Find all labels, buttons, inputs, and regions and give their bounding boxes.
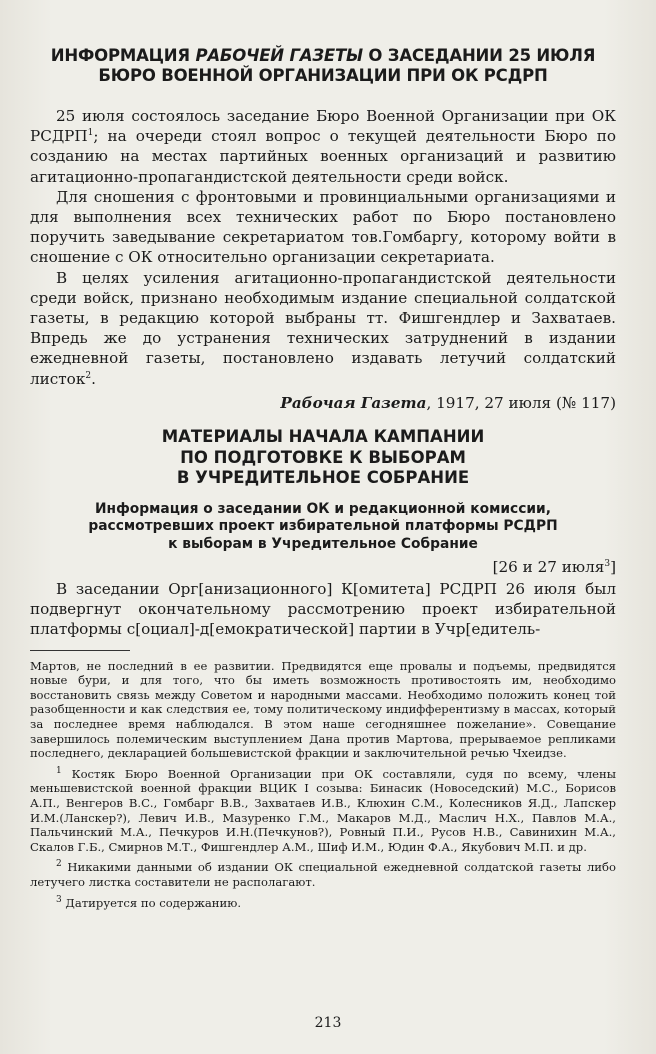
footnote-separator [30, 650, 130, 651]
paragraph-4: В заседании Орг[анизационного] К[омитета] РСДРП 26 июля был подвергнут окончательному рассмотрению проект избирательной платформы с[оциал]-д[емократической] партии в Учр[едитель- [30, 580, 616, 639]
footnote-2-text: Никакими данными об издании ОК специальной ежедневной солдатской газеты либо летучего листка составители не располагают. [30, 860, 616, 889]
date-text: [26 и 27 июля [492, 558, 605, 577]
footnote-continuation: Мартов, не последний в ее развитии. Предвидятся еще провалы и подъемы, предвидятся новые бури, и для того, что бы иметь возможность противостоять им, необходимо восстановить связь между Советом и народными массами. Необходимо положить конец той разобщенности и как следствия ее, тому политическому индифферентизму в массах, который за последнее время наблюдался. В этом наше сегодняшнее пожелание». Совещание завершилось полемическим выступлением Дана против Мартова, прерываемое репликами последнего, декларацией большевистской фракции и заключительной речью Чхеидзе. [30, 658, 616, 761]
section-heading [30, 427, 616, 489]
footnote-ref-3: 3 [604, 558, 611, 569]
paragraph-3-text-b: . [91, 369, 96, 388]
footnote-2 [30, 860, 616, 889]
footnote-3-text: Датируется по содержанию. [65, 895, 242, 910]
subheading-line-2: рассмотревших проект избирательной платформы РСДРП [88, 518, 558, 535]
subheading-line-3: к выборам в Учредительное Собрание [168, 535, 478, 552]
footnote-1-number: 1 [56, 765, 62, 776]
document-subheading [30, 501, 616, 554]
paragraph-1-text-a: 25 июля состоялось заседание Бюро Военной Организации при ОК РСДРП [30, 107, 616, 146]
title-line-2: БЮРО ВОЕННОЙ ОРГАНИЗАЦИИ ПРИ ОК РСДРП [98, 66, 548, 85]
title-newspaper-name: РАБОЧЕЙ ГАЗЕТЫ [195, 46, 363, 65]
date-bracket: ] [610, 558, 616, 577]
section-heading-line-3: В УЧРЕДИТЕЛЬНОЕ СОБРАНИЕ [176, 468, 470, 488]
paragraph-1-text-b: ; на очереди стоял вопрос о текущей деятельности Бюро по созданию на местах партийных военных организаций и развитию агитационно-пропагандистской деятельности среди войск. [30, 127, 616, 186]
date-note [30, 557, 616, 577]
page-number: 213 [314, 1015, 342, 1031]
subheading-line-1: Информация о заседании ОК и редакционной комиссии, [95, 500, 551, 517]
footnote-1-text: Костяк Бюро Военной Организации при ОК составляли, судя по всему, члены меньшевистской военной фракции ВЦИК I созыва: Бинасик (Новоседский) М.С., Борисов А.П., Венгеров В.С., Гомбарг В.В., Захватаев И.В., Клюхин С.М., Колесников Я.Д., Лапскер И.М.(Ланскер?), Левич И.В., Мазуренко Г.М., Макаров М.Д., Маслич Н.Х., Павлов М.А., Пальчинский М.А., Печкуров И.Н.(Печкунов?), Ровный П.И., Русов Н.В., Савинихин М.А., Скалов Г.Б., Смирнов М.Т., Фишгендлер А.М., Шиф И.М., Юдин Ф.А., Якубович М.П. и др. [30, 766, 616, 854]
paragraph-2: Для сношения с фронтовыми и провинциальными организациями и для выполнения всех технических работ по Бюро постановлено поручить заведывание секретариатом тов.Гомбаргу, которому войти в сношение с ОК относительно организации секретариата. [30, 187, 616, 267]
source-newspaper: Рабочая Газета [280, 393, 427, 412]
title-prefix: ИНФОРМАЦИЯ [50, 46, 196, 65]
source-details: , 1917, 27 июля (№ 117) [426, 393, 616, 412]
footnote-ref-2: 2 [85, 370, 92, 381]
title-suffix: О ЗАСЕДАНИИ 25 ИЮЛЯ [362, 46, 596, 65]
document-title [30, 46, 616, 86]
footnote-ref-1: 1 [87, 128, 94, 139]
footnote-1 [30, 767, 616, 855]
paragraph-1 [30, 106, 616, 187]
section-heading-line-1: МАТЕРИАЛЫ НАЧАЛА КАМПАНИИ [161, 427, 485, 447]
footnote-3-number: 3 [56, 894, 62, 905]
section-heading-line-2: ПО ПОДГОТОВКЕ К ВЫБОРАМ [180, 447, 466, 467]
paragraph-3 [30, 268, 616, 389]
footnote-3 [30, 896, 616, 911]
source-citation [30, 393, 616, 413]
footnote-2-number: 2 [56, 859, 62, 870]
paragraph-3-text-a: В целях усиления агитационно-пропагандистской деятельности среди войск, признано необходимым издание специальной солдатской газеты, в редакцию которой выбраны тт. Фишгендлер и Захватаев. Впредь же до устранения технических затруднений в издании ежедневной газеты, постановлено издавать летучий солдатский листок [30, 268, 616, 388]
